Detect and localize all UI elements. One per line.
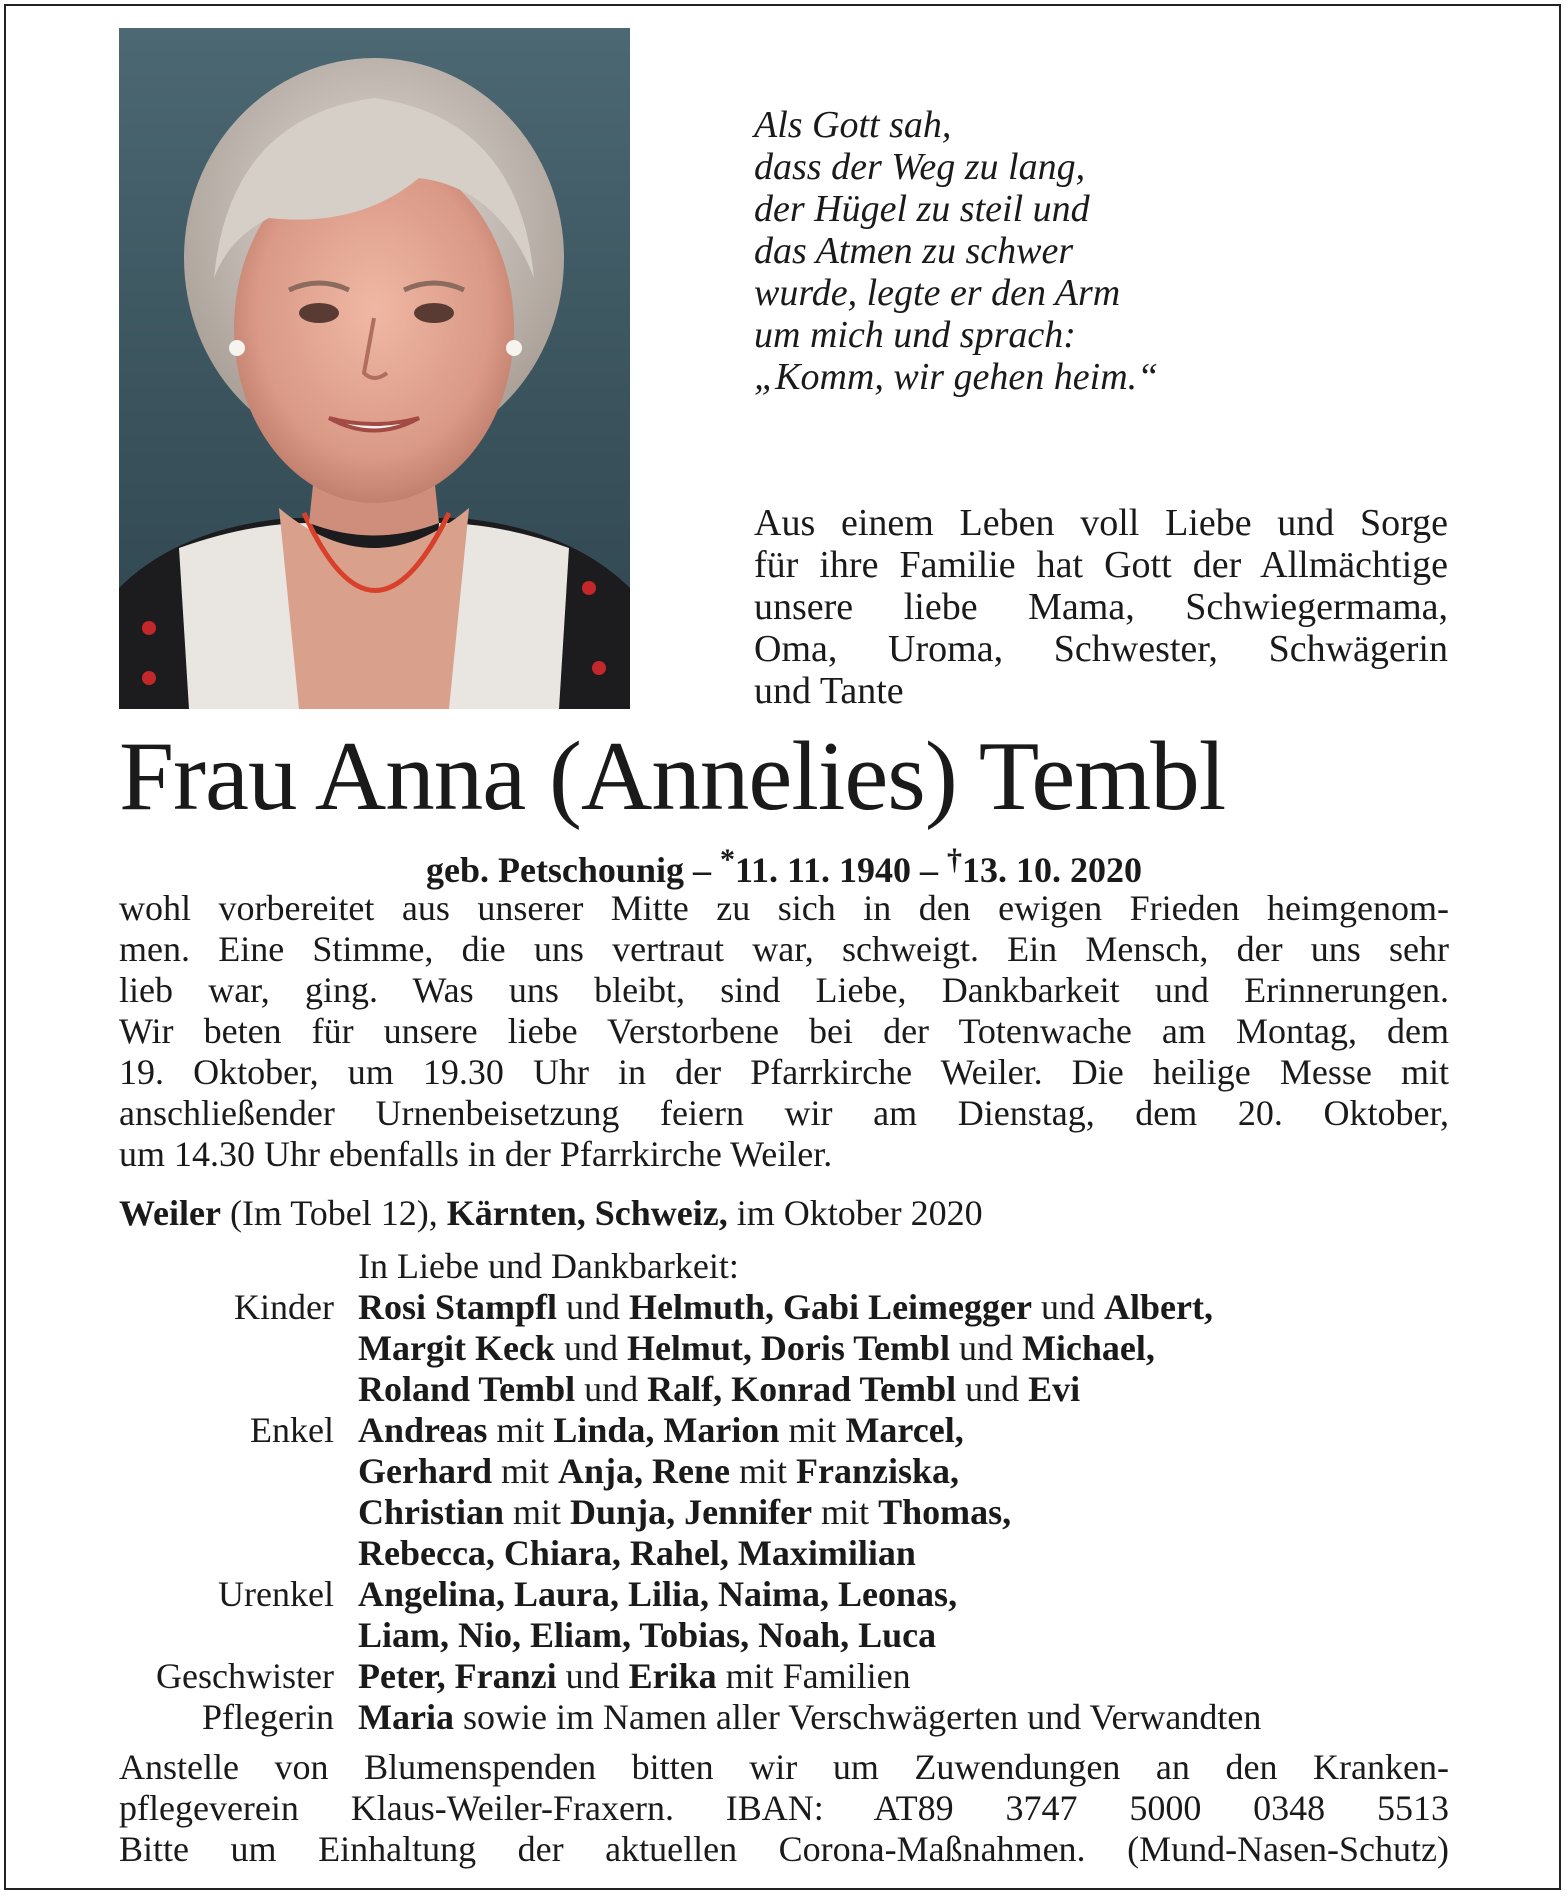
poem-line: der Hügel zu steil und	[754, 188, 1090, 230]
intro-line: für ihre Familie hat Gott der Allmächtige	[754, 544, 1448, 586]
born-date: 11. 11. 1940	[734, 850, 912, 890]
deceased-name: Frau Anna (Annelies) Tembl	[119, 722, 1226, 831]
body-line: men. Eine Stimme, die uns vertraut war, schweigt. Ein Mensch, der uns sehr	[119, 929, 1449, 969]
urenkel-line: Angelina, Laura, Lilia, Naima, Leonas,	[358, 1574, 958, 1614]
birth-name: geb. Petschounig	[425, 850, 684, 890]
mourners-intro: In Liebe und Dankbarkeit:	[358, 1246, 739, 1286]
enkel-line: Gerhard mit Anja, Rene mit Franziska,	[358, 1451, 960, 1491]
poem-line: „Komm, wir gehen heim.“	[754, 356, 1159, 398]
enkel-line: Rebecca, Chiara, Rahel, Maximilian	[358, 1533, 916, 1573]
poem-line: dass der Weg zu lang,	[754, 146, 1086, 188]
intro-line: und Tante	[754, 670, 904, 712]
enkel-line: Christian mit Dunja, Jennifer mit Thomas,	[358, 1492, 1012, 1532]
body-text	[119, 888, 1449, 1175]
intro-line: Aus einem Leben voll Liebe und Sorge	[754, 502, 1448, 544]
portrait-photo	[119, 28, 630, 709]
poem	[754, 104, 1158, 398]
footer-text	[119, 1747, 1449, 1870]
body-line: lieb war, ging. Was uns bleibt, sind Liebe, Dankbarkeit und Erinnerungen.	[119, 970, 1449, 1010]
intro-line: Oma, Uroma, Schwester, Schwägerin	[754, 628, 1448, 670]
dash: –	[920, 850, 939, 890]
kinder-line: Roland Tembl und Ralf, Konrad Tembl und Evi	[358, 1369, 1081, 1409]
geschwister-line: Peter, Franzi und Erika mit Familien	[358, 1656, 911, 1696]
born-symbol: *	[719, 843, 735, 876]
kinder-line: Margit Keck und Helmut, Doris Tembl und Michael,	[358, 1328, 1155, 1368]
enkel-line: Andreas mit Linda, Marion mit Marcel,	[358, 1410, 964, 1450]
body-line: 19. Oktober, um 19.30 Uhr in der Pfarrkirche Weiler. Die heilige Messe mit	[119, 1052, 1449, 1092]
intro-text	[754, 502, 1448, 712]
place-region: Kärnten, Schweiz,	[446, 1193, 728, 1233]
urenkel-label: Urenkel	[218, 1574, 334, 1614]
place-town: Weiler	[119, 1193, 221, 1233]
poem-line: um mich und sprach:	[754, 314, 1076, 356]
body-line: wohl vorbereitet aus unserer Mitte zu sich in den ewigen Frieden heimgenom-	[119, 888, 1449, 928]
footer-line: pflegeverein Klaus-Weiler-Fraxern. IBAN: AT89 3747 5000 0348 5513	[119, 1788, 1449, 1828]
enkel-label: Enkel	[250, 1410, 334, 1450]
urenkel-line: Liam, Nio, Eliam, Tobias, Noah, Luca	[358, 1615, 937, 1655]
geschwister-label: Geschwister	[156, 1656, 334, 1696]
mourners-list	[119, 1246, 1449, 1738]
pflegerin-line: Maria sowie im Namen aller Verschwägerten und Verwandten	[358, 1697, 1262, 1737]
intro-line: unsere liebe Mama, Schwiegermama,	[754, 586, 1448, 628]
kinder-label: Kinder	[234, 1287, 334, 1327]
body-line: um 14.30 Uhr ebenfalls in der Pfarrkirche Weiler.	[119, 1134, 833, 1174]
poem-line: das Atmen zu schwer	[754, 230, 1074, 272]
pflegerin-label: Pflegerin	[202, 1697, 334, 1737]
body-line: anschließender Urnenbeisetzung feiern wir am Dienstag, dem 20. Oktober,	[119, 1093, 1449, 1133]
died-symbol: †	[947, 843, 963, 876]
portrait-illustration	[119, 28, 630, 709]
poem-line: Als Gott sah,	[754, 104, 952, 146]
place-date: im Oktober 2020	[727, 1193, 983, 1233]
poem-line: wurde, legte er den Arm	[754, 272, 1121, 314]
died-date: 13. 10. 2020	[962, 850, 1143, 890]
body-line: Wir beten für unsere liebe Verstorbene bei der Totenwache am Montag, dem	[119, 1011, 1449, 1051]
footer-line: Bitte um Einhaltung der aktuellen Corona-Maßnahmen. (Mund-Nasen-Schutz)	[119, 1829, 1449, 1869]
dash: –	[692, 850, 711, 890]
kinder-line: Rosi Stampfl und Helmuth, Gabi Leimegger und Albert,	[358, 1287, 1213, 1327]
footer-line: Anstelle von Blumenspenden bitten wir um Zuwendungen an den Kranken-	[119, 1747, 1449, 1787]
birth-death-line	[119, 838, 1449, 892]
place-date-line	[119, 1192, 983, 1234]
place-address: (Im Tobel 12),	[220, 1193, 447, 1233]
